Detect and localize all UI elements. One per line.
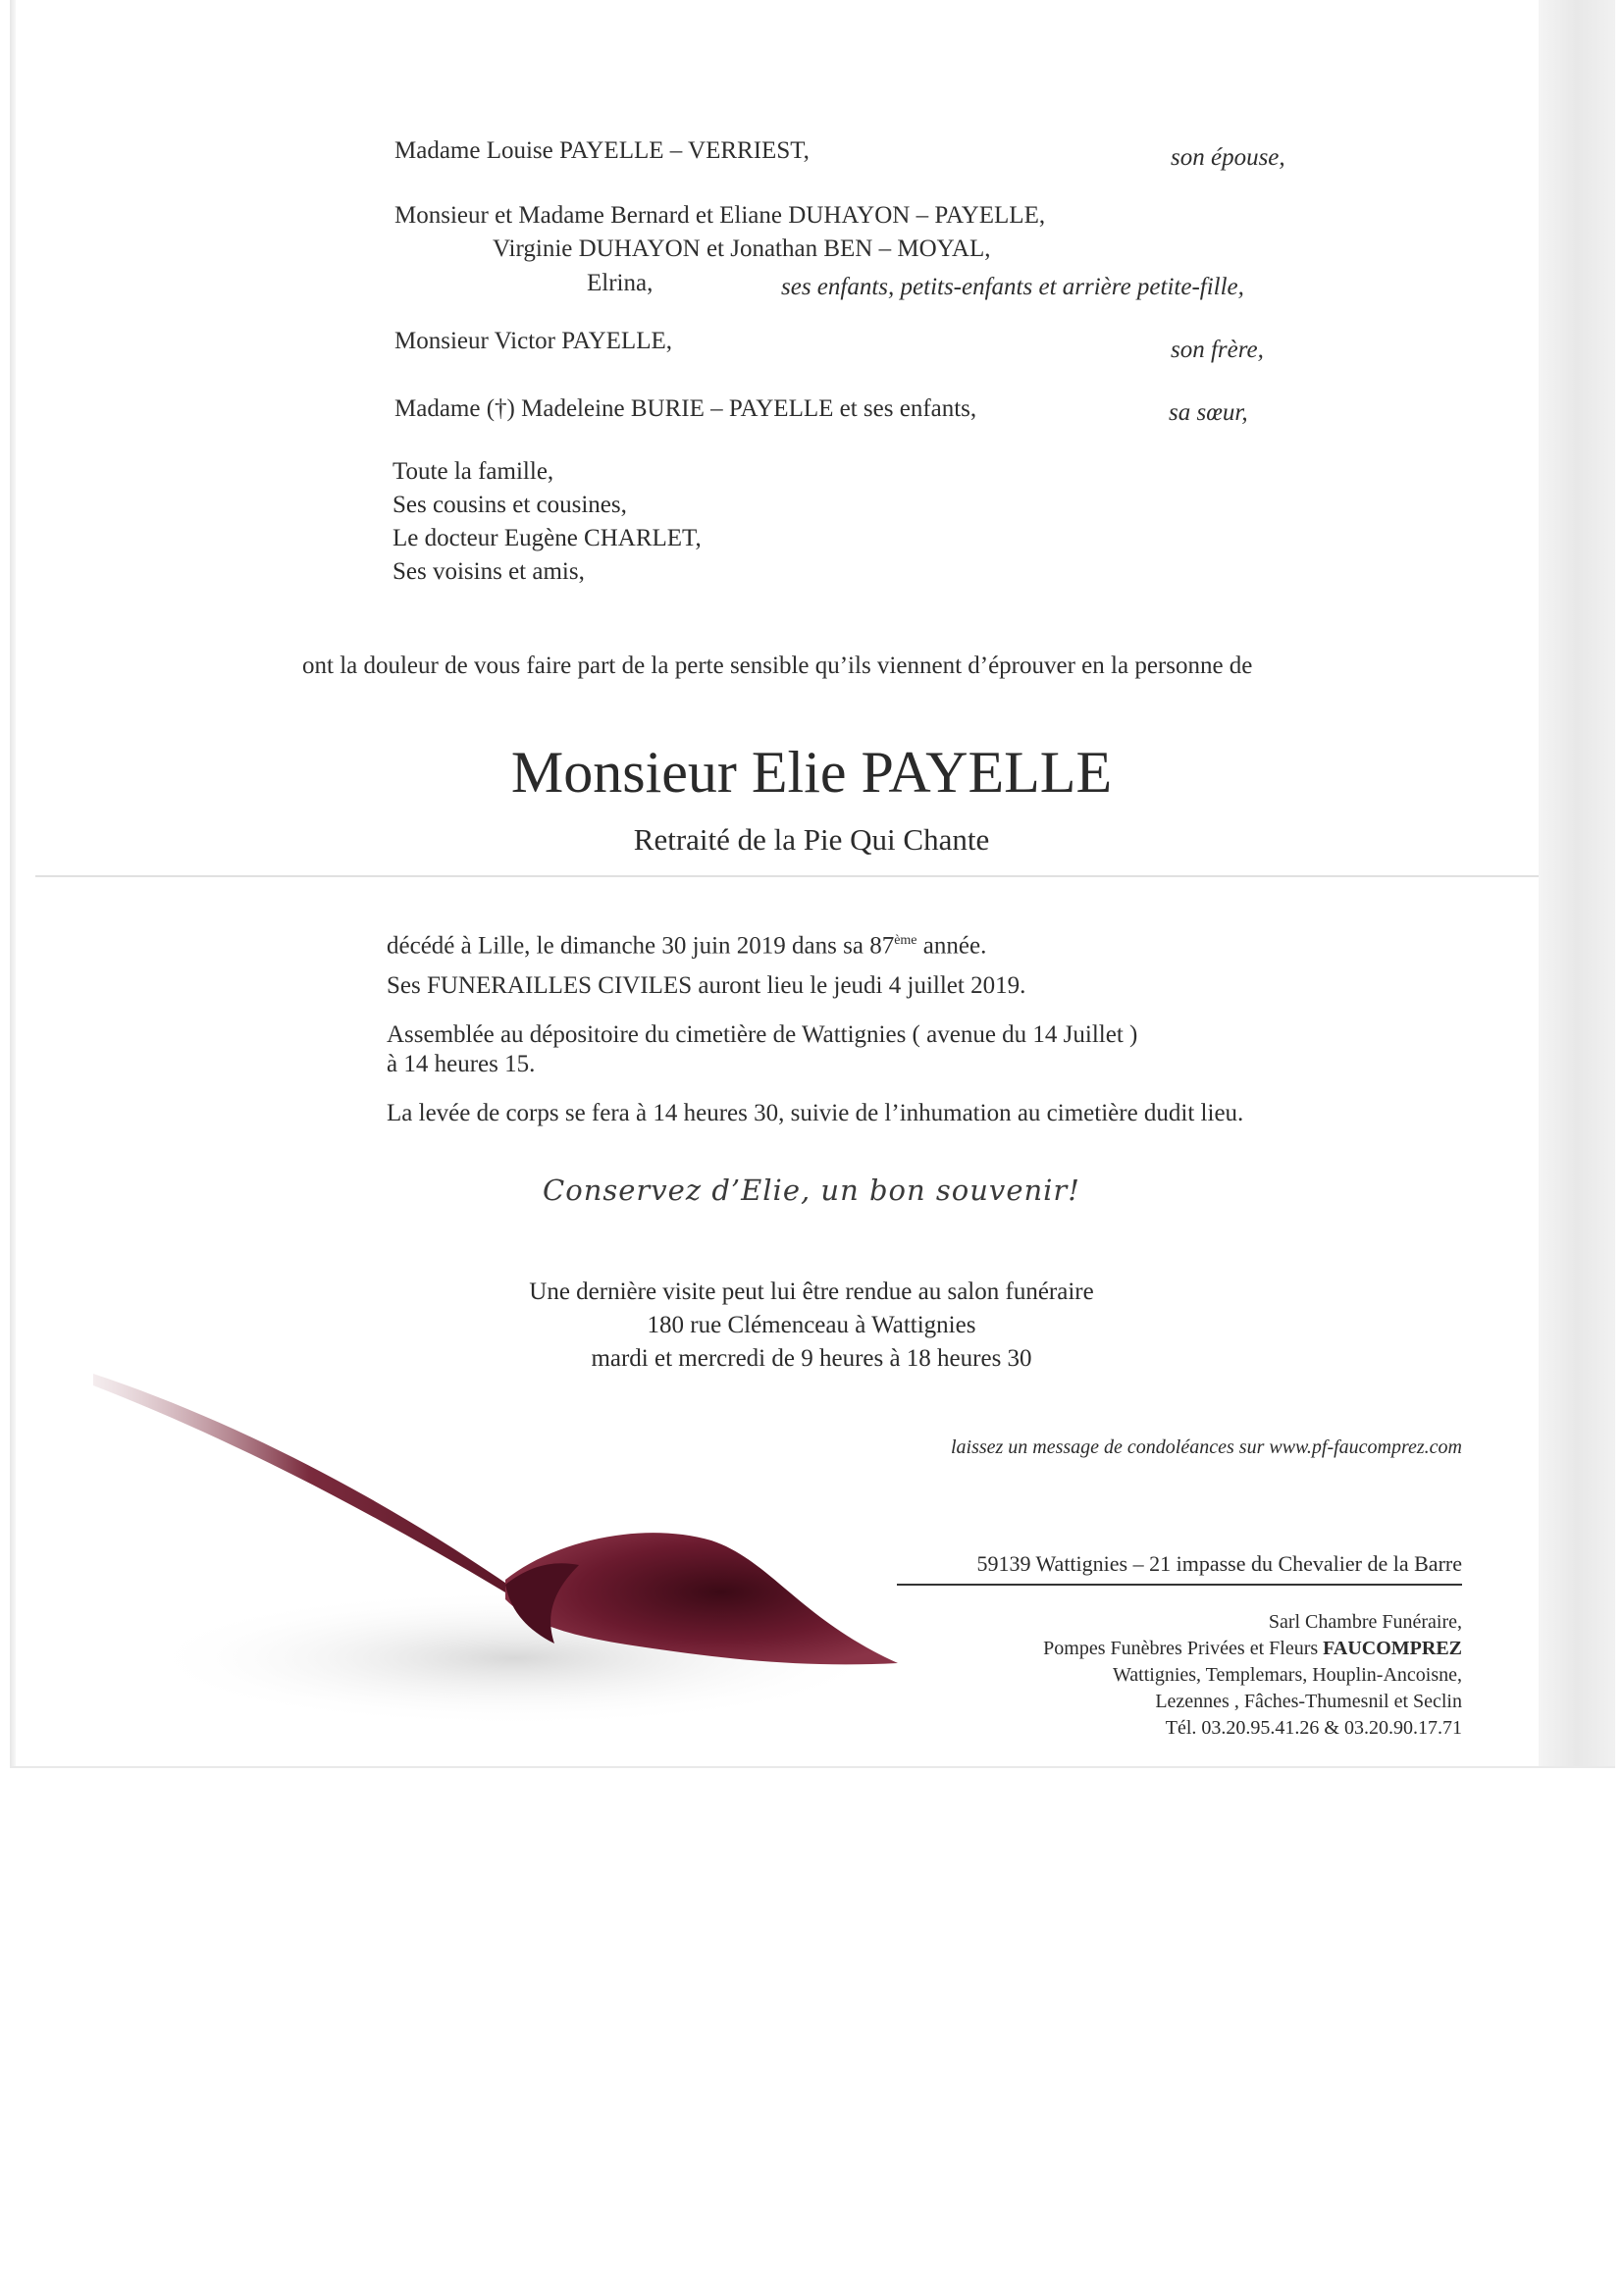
- death-notice: [387, 926, 986, 961]
- announcement: ont la douleur de vous faire part de la perte sensible qu’ils viennent d’éprouver en la personne de: [302, 652, 1253, 679]
- company-line-3: Wattignies, Templemars, Houplin-Ancoisne,: [1113, 1664, 1462, 1686]
- deceased-title: Retraité de la Pie Qui Chante: [633, 822, 990, 857]
- calla-lily-illustration: [93, 1364, 917, 1747]
- fold-line: [35, 875, 1539, 877]
- death-text: décédé à Lille, le dimanche 30 juin 2019 dans sa 87: [387, 932, 895, 960]
- company-brand: FAUCOMPREZ: [1323, 1638, 1462, 1659]
- scan-edge-left: [10, 0, 16, 1766]
- brother-relation: son frère,: [1171, 337, 1264, 363]
- mourner-line: Ses voisins et amis,: [393, 558, 585, 585]
- ordinal-suffix: ème: [894, 933, 917, 948]
- death-text-end: année.: [916, 932, 987, 960]
- children-line-2: Virginie DUHAYON et Jonathan BEN – MOYAL,: [493, 235, 991, 262]
- divider: [897, 1584, 1462, 1586]
- deceased-name: Monsieur Elie PAYELLE: [510, 740, 1113, 805]
- condolences-link[interactable]: laissez un message de condoléances sur www.pf-faucomprez.com: [950, 1436, 1462, 1458]
- visit-line-1: Une dernière visite peut lui être rendue au salon funéraire: [529, 1278, 1094, 1305]
- scan-edge-right: [1539, 0, 1615, 1766]
- company-line-2-text: Pompes Funèbres Privées et Fleurs: [1043, 1638, 1324, 1659]
- memorial-quote: Conservez d’Elie, un bon souvenir!: [543, 1174, 1080, 1207]
- address: 59139 Wattignies – 21 impasse du Chevalier de la Barre: [976, 1551, 1462, 1576]
- company-line-2: [1043, 1636, 1462, 1662]
- stem: [93, 1374, 525, 1604]
- mourner-line: Le docteur Eugène CHARLET,: [393, 525, 702, 551]
- children-relation: ses enfants, petits-enfants et arrière petite-fille,: [781, 274, 1244, 300]
- mourner-line: Toute la famille,: [393, 458, 554, 485]
- brother-name: Monsieur Victor PAYELLE,: [394, 328, 672, 354]
- visit-line-3: mardi et mercredi de 9 heures à 18 heures 30: [591, 1345, 1032, 1372]
- scan-edge-bottom: [10, 1766, 1615, 1768]
- mourner-line: Ses cousins et cousines,: [393, 492, 627, 518]
- company-phone: Tél. 03.20.95.41.26 & 03.20.90.17.71: [1165, 1717, 1462, 1739]
- children-line-1: Monsieur et Madame Bernard et Eliane DUHAYON – PAYELLE,: [394, 202, 1046, 229]
- funeral-notice: Ses FUNERAILLES CIVILES auront lieu le jeudi 4 juillet 2019.: [387, 972, 1026, 999]
- sister-relation: sa sœur,: [1169, 399, 1248, 426]
- spouse-relation: son épouse,: [1171, 144, 1285, 171]
- children-line-3: Elrina,: [587, 270, 654, 296]
- company-line-4: Lezennes , Fâches-Thumesnil et Seclin: [1155, 1691, 1462, 1712]
- procession-notice: La levée de corps se fera à 14 heures 30, suivie de l’inhumation au cimetière dudit lieu.: [387, 1100, 1244, 1126]
- sister-name: Madame (†) Madeleine BURIE – PAYELLE et ses enfants,: [394, 395, 977, 422]
- company-line-1: Sarl Chambre Funéraire,: [1268, 1611, 1462, 1633]
- other-mourners: [393, 455, 702, 589]
- visit-line-2: 180 rue Clémenceau à Wattignies: [647, 1312, 976, 1338]
- assembly-line-1: Assemblée au dépositoire du cimetière de Wattignies ( avenue du 14 Juillet ): [387, 1021, 1138, 1048]
- spouse-name: Madame Louise PAYELLE – VERRIEST,: [394, 137, 810, 164]
- assembly-line-2: à 14 heures 15.: [387, 1051, 536, 1077]
- company-info: [1043, 1609, 1462, 1742]
